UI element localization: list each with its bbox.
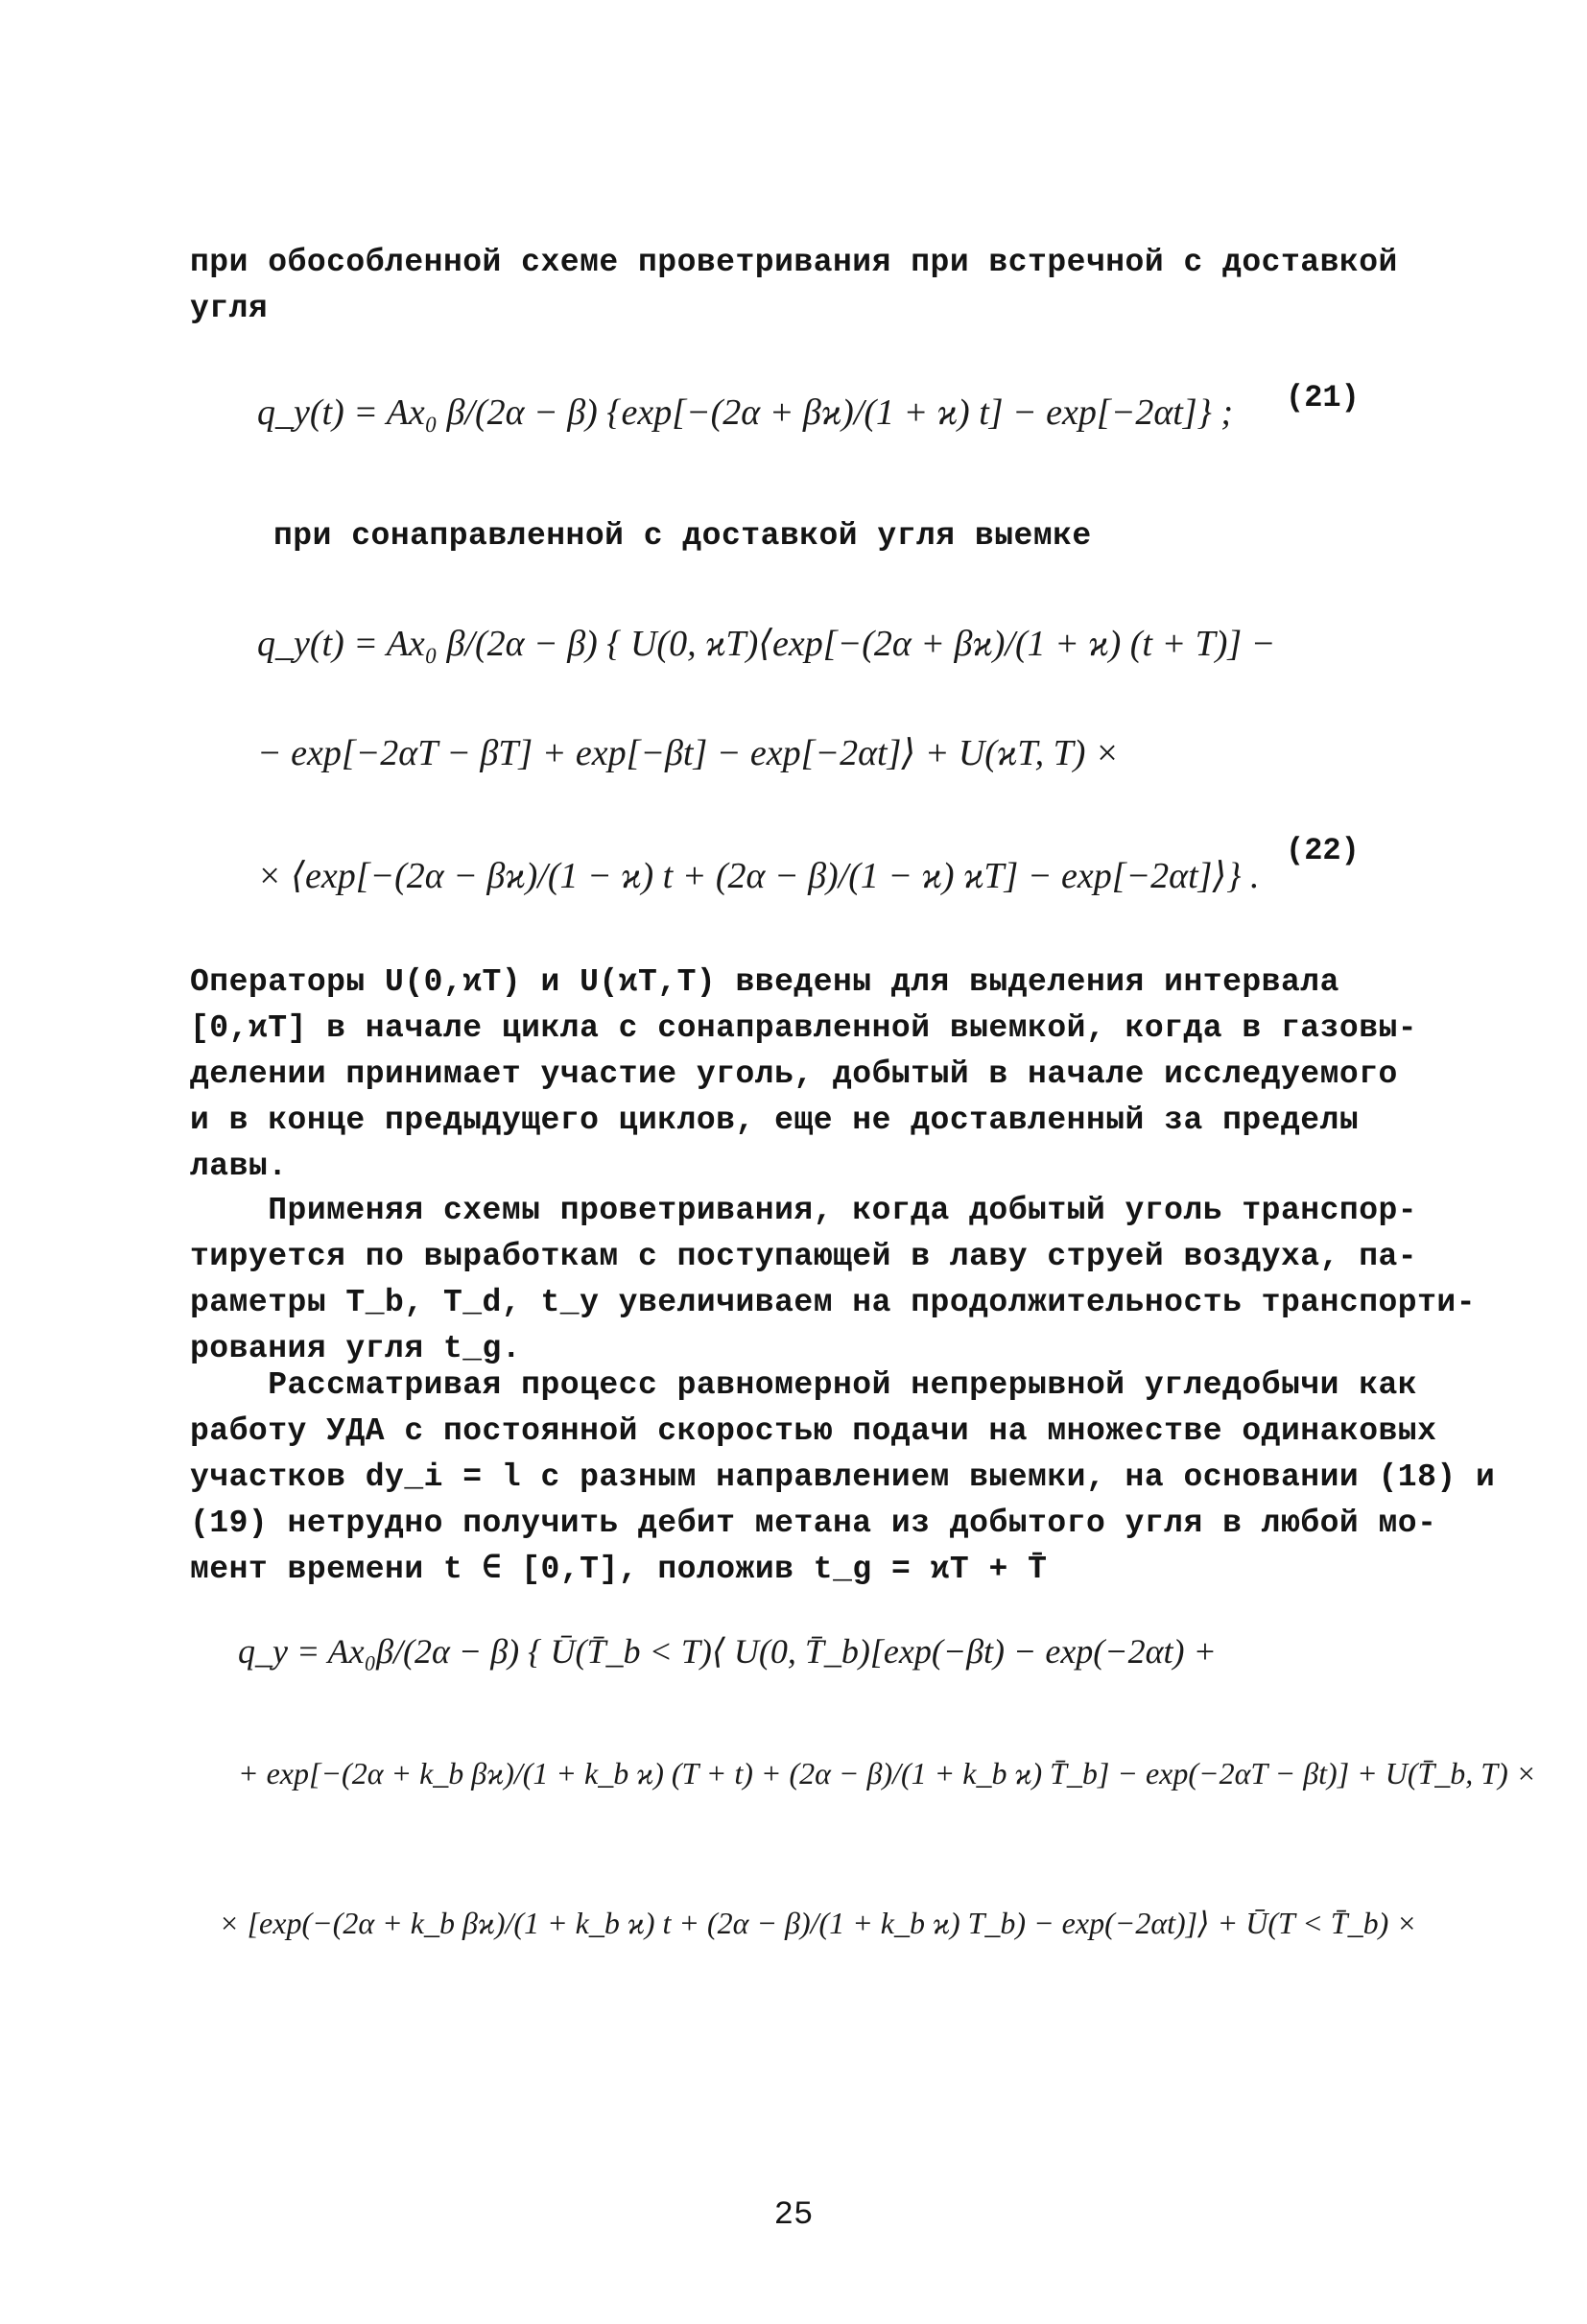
equation-21: q_y(t) = Ax₀ β/(2α − β) {exp[−(2α + βϰ)/(1 + ϰ) t] − exp[−2αt]} ; — [257, 392, 1233, 433]
equation-22-line-1: q_y(t) = Ax₀ β/(2α − β) { U(0, ϰT)⟨exp[−(2α + βϰ)/(1 + ϰ) (t + T)] − — [257, 624, 1276, 664]
paragraph-ventilation — [190, 1188, 1477, 1372]
text-line: угля — [190, 291, 269, 326]
text-line: участков dy_i = l с разным направлением выемки, на основании (18) и — [190, 1459, 1496, 1495]
text-line: при сонаправленной с доставкой угля выемке — [273, 518, 1092, 554]
text-line: и в конце предыдущего циклов, еще не доставленный за пределы — [190, 1103, 1360, 1138]
equation-number-22: (22) — [1286, 833, 1360, 868]
text-line: делении принимает участие уголь, добытый в начале исследуемого — [190, 1056, 1398, 1092]
paragraph-continuous-mining — [190, 1363, 1496, 1593]
text-line: раметры T_b, T_d, t_y увеличиваем на продолжительность транспорти- — [190, 1285, 1477, 1320]
equation-22-line-3: × ⟨exp[−(2α − βϰ)/(1 − ϰ) t + (2α − β)/(1 − ϰ) ϰT] − exp[−2αt]⟩} . — [257, 856, 1260, 896]
text-line: [0,ϰT] в начале цикла с сонаправленной выемкой, когда в газовы- — [190, 1010, 1418, 1046]
equation-23-line-3: × [exp(−(2α + k_b βϰ)/(1 + k_b ϰ) t + (2α − β)/(1 + k_b ϰ) T_b) − exp(−2αt)]⟩ + Ū(T < T̄_b) × — [219, 1906, 1417, 1940]
text-line: Применяя схемы проветривания, когда добытый уголь транспор- — [190, 1193, 1418, 1228]
equation-22-line-2: − exp[−2αT − βT] + exp[−βt] − exp[−2αt]⟩ + U(ϰT, T) × — [257, 733, 1120, 773]
text-line: лавы. — [190, 1149, 288, 1184]
text-line: Рассматривая процесс равномерной непрерывной угледобычи как — [190, 1367, 1418, 1403]
equation-number-21: (21) — [1286, 380, 1360, 415]
text-line: (19) нетрудно получить дебит метана из добытого угля в любой мо- — [190, 1506, 1437, 1541]
equation-23-line-1: q_y = Ax₀β/(2α − β) { Ū(T̄_b < T)⟨ U(0, T̄_b)[exp(−βt) − exp(−2αt) + — [238, 1632, 1217, 1671]
text-line: мент времени t ∈ [0,T], положив t_g = ϰT + T̄ — [190, 1552, 1048, 1587]
equation-23-line-2: + exp[−(2α + k_b βϰ)/(1 + k_b ϰ) (T + t) + (2α − β)/(1 + k_b ϰ) T̄_b] − exp(−2αT − βt)] + U(T̄_b, T) × — [238, 1756, 1537, 1790]
text-line: при обособленной схеме проветривания при встречной с доставкой — [190, 245, 1398, 280]
text-line: рования угля t_g. — [190, 1331, 522, 1366]
text-line: тируется по выработкам с поступающей в лаву струей воздуха, па- — [190, 1239, 1418, 1274]
text-line: Операторы U(0,ϰT) и U(ϰT,T) введены для выделения интервала — [190, 964, 1339, 1000]
page-number: 25 — [773, 2197, 814, 2234]
paragraph-operators — [190, 960, 1418, 1190]
text-line: работу УДА с постоянной скоростью подачи на множестве одинаковых — [190, 1413, 1437, 1449]
paragraph-codirectional — [273, 513, 1329, 559]
paragraph-intro — [190, 240, 1399, 332]
